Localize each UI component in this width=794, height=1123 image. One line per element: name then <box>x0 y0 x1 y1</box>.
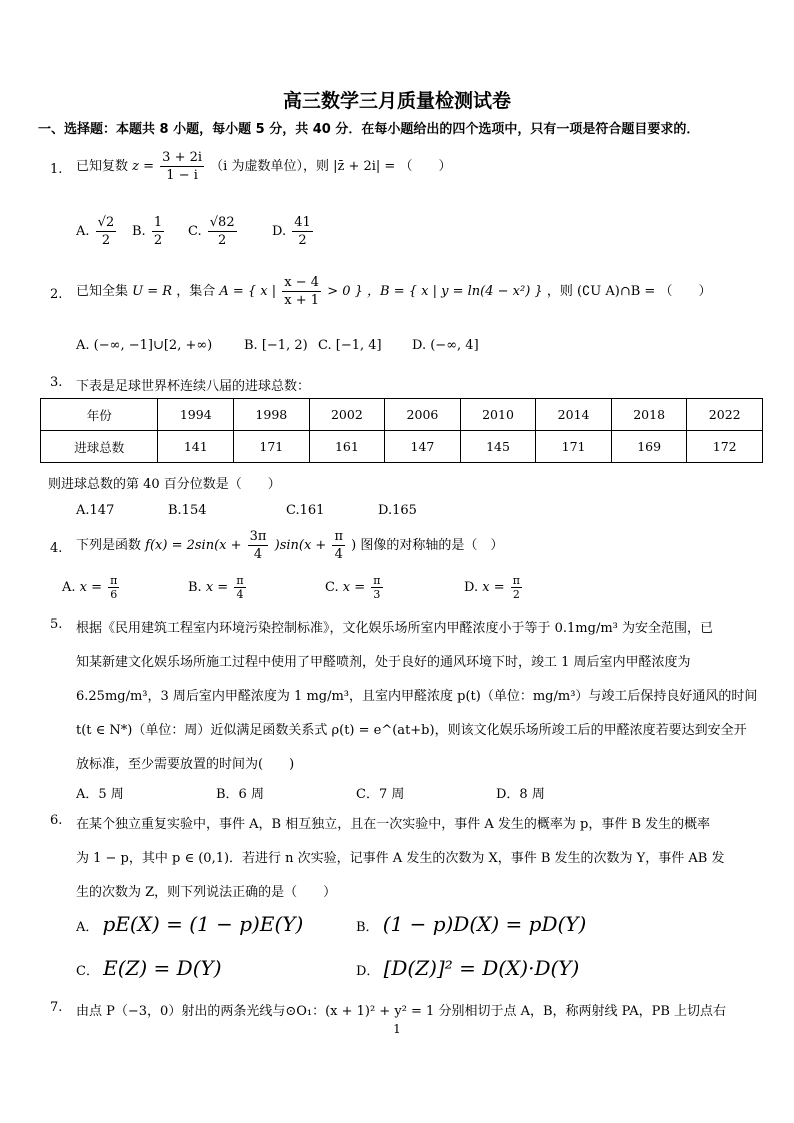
table-cell: 2018 <box>611 399 687 431</box>
q6-option-b: B． (1 − p)D(X) = pD(Y) <box>356 912 587 936</box>
table-header-goals: 进球总数 <box>41 431 158 463</box>
q6-line: 为 1 − p，其中 p ∈ (0,1)．若进行 n 次实验，记事件 A 发生的次数为 X，事件 B 发生的次数为 Y，事件 AB 发 <box>76 851 725 866</box>
table-cell: 147 <box>385 431 461 463</box>
q6-option-c: C． E(Z) = D(Y) <box>76 956 222 980</box>
q4-stem: 下列是函数 f(x) = 2sin(x + $\frac{3\pi}{4}$ )sin(x + $\frac{\pi}{4}$ ) 图像的对称轴的是（ ） <box>76 529 504 562</box>
q1-number: 1. <box>50 162 63 177</box>
q1-abs-expr: |z̄ + 2i| = （ ） <box>333 159 452 174</box>
q5-number: 5. <box>50 617 63 632</box>
q6-number: 6. <box>50 813 63 828</box>
q2-set-b: ，B = { x | y = ln(4 − x²) } <box>367 284 543 299</box>
q5-line: 放标准，至少需要放置的时间为( ) <box>76 757 295 772</box>
table-cell: 1994 <box>158 399 234 431</box>
q2-option-b: B. [−1, 2) <box>244 338 308 353</box>
q6-line: 生的次数为 Z，则下列说法正确的是（ ） <box>76 885 337 900</box>
q3-option-c: C.161 <box>286 503 325 518</box>
table-cell: 2014 <box>536 399 612 431</box>
q2-stem: 已知全集 U = R ，集合 A = { x | $\frac{x - 4}{x + 1}$ > 0 } ，B = { x | y = ln(4 − x²) } ，则 (∁U A)∩B = （ ） <box>76 275 712 308</box>
q4-function: f(x) = 2sin(x + <box>145 538 242 553</box>
world-cup-goals-table <box>40 398 763 463</box>
q4-option-c: C. x = $\frac{\pi}{3}$ <box>325 574 381 601</box>
q6-option-d: D． [D(Z)]² = D(X)·D(Y) <box>356 956 580 980</box>
page-number: 1 <box>393 1022 401 1036</box>
q5-option-c: C．7 周 <box>356 787 405 802</box>
q4-option-d: D. x = $\frac{\pi}{2}$ <box>464 574 520 601</box>
q3-option-b: B.154 <box>168 503 207 518</box>
q1-fraction <box>160 149 204 184</box>
q2-set-a: A = { x | <box>219 284 277 299</box>
q1-option-b: B. $\frac{1}{2}$ <box>132 215 163 248</box>
table-cell: 172 <box>687 431 763 463</box>
q1-option-c: C. $\frac{√82}{2}$ <box>188 215 235 248</box>
table-cell: 2002 <box>309 399 385 431</box>
table-cell: 161 <box>309 431 385 463</box>
table-cell: 169 <box>611 431 687 463</box>
q5-line: 知某新建文化娱乐场所施工过程中使用了甲醛喷剂，处于良好的通风环境下时，竣工 1 周后室内甲醛浓度为 <box>76 655 691 670</box>
q6-line: 在某个独立重复实验中，事件 A，B 相互独立，且在一次实验中，事件 A 发生的概率为 p，事件 B 发生的概率 <box>76 817 711 832</box>
q1-option-a: A. $\frac{√2}{2}$ <box>76 215 115 248</box>
q5-option-b: B．6 周 <box>216 787 264 802</box>
q3-option-d: D.165 <box>378 503 417 518</box>
q2-option-a: A. (−∞, −1]∪[2, +∞) <box>76 338 213 353</box>
table-row <box>41 431 763 463</box>
q2-option-d: D. (−∞, 4] <box>412 338 479 353</box>
q1-z: z = <box>132 159 155 174</box>
q6-option-a: A． pE(X) = (1 − p)E(Y) <box>76 912 304 936</box>
q1-option-d: D. $\frac{41}{2}$ <box>272 215 311 248</box>
table-cell: 171 <box>234 431 310 463</box>
q1-stem <box>76 149 451 184</box>
table-cell: 141 <box>158 431 234 463</box>
q4-number: 4. <box>50 541 63 556</box>
q5-line: 6.25mg/m³，3 周后室内甲醛浓度为 1 mg/m³，且室内甲醛浓度 p(t)（单位：mg/m³）与竣工后保持良好通风的时间 <box>76 689 758 704</box>
q3-question: 则进球总数的第 40 百分位数是（ ） <box>48 477 281 492</box>
q5-line: t(t ∈ N*)（单位：周）近似满足函数关系式 ρ(t) = e^(at+b)，则该文化娱乐场所竣工后的甲醛浓度若要达到安全开 <box>76 723 747 738</box>
q3-number: 3. <box>50 375 63 390</box>
q5-option-d: D．8 周 <box>496 787 545 802</box>
table-cell: 2022 <box>687 399 763 431</box>
q4-option-a: A. x = $\frac{\pi}{6}$ <box>62 574 118 601</box>
q3-stem: 下表是足球世界杯连续八届的进球总数： <box>76 379 311 394</box>
q3-option-a: A.147 <box>76 503 115 518</box>
q1-pre: 已知复数 <box>76 159 129 174</box>
table-cell: 2010 <box>460 399 536 431</box>
table-header-year: 年份 <box>41 399 158 431</box>
q2-option-c: C. [−1, 4] <box>318 338 382 353</box>
q5-option-a: A．5 周 <box>76 787 124 802</box>
q7-number: 7. <box>50 1000 63 1015</box>
page-title: 高三数学三月质量检测试卷 <box>282 90 511 112</box>
q1-denominator: 1 − i <box>166 168 198 183</box>
table-cell: 2006 <box>385 399 461 431</box>
q1-numerator: 3 + 2i <box>162 150 203 165</box>
q2-universal-set: U = R <box>132 284 173 299</box>
section-heading: 一、选择题：本题共 8 小题，每小题 5 分，共 40 分．在每小题给出的四个选项中，只有一项是符合题目要求的． <box>38 122 700 137</box>
table-cell: 1998 <box>234 399 310 431</box>
table-cell: 145 <box>460 431 536 463</box>
q1-note: （i 为虚数单位），则 <box>210 159 329 174</box>
q2-set-a-fraction: $\frac{x - 4}{x + 1}$ <box>284 275 320 308</box>
table-cell: 171 <box>536 431 612 463</box>
q2-number: 2. <box>50 287 63 302</box>
q4-option-b: B. x = $\frac{\pi}{4}$ <box>188 574 244 601</box>
q5-line: 根据《民用建筑工程室内环境污染控制标准》，文化娱乐场所室内甲醛浓度小于等于 0.1mg/m³ 为安全范围，已 <box>76 621 714 636</box>
table-row <box>41 399 763 431</box>
q7-line: 由点 P（−3，0）射出的两条光线与⊙O₁：(x + 1)² + y² = 1 分别相切于点 A，B，称两射线 PA，PB 上切点右 <box>76 1004 727 1019</box>
